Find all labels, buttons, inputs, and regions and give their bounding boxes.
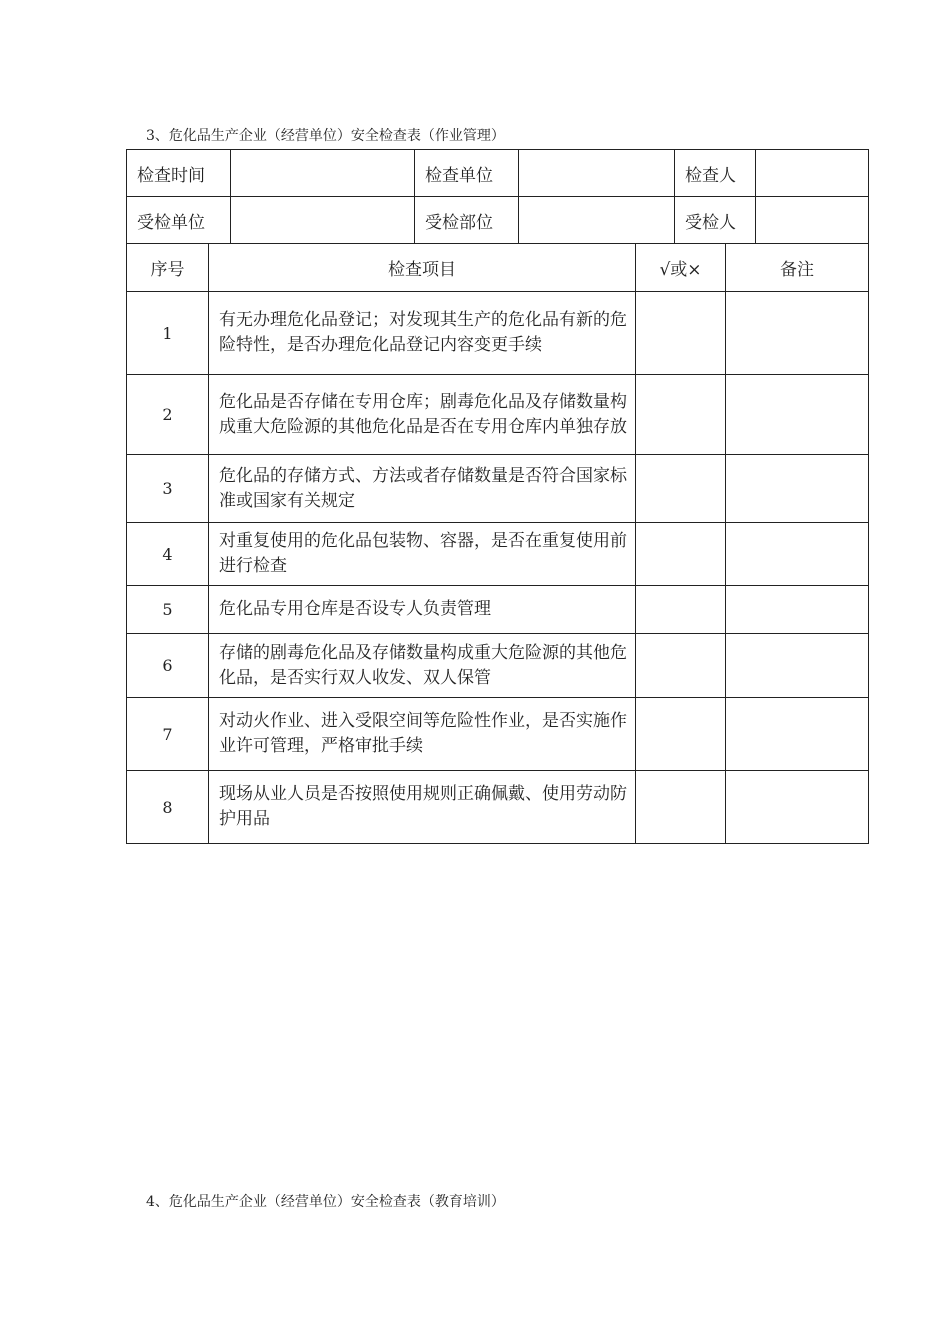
inspectee-field[interactable]: [756, 197, 869, 244]
checklist-row: [127, 634, 869, 698]
inspection-info-table: [126, 149, 869, 244]
item-number: 5: [127, 586, 209, 634]
item-number: 6: [127, 634, 209, 698]
item-number: 8: [127, 771, 209, 844]
item-number: 3: [127, 455, 209, 523]
inspectee-label: 受检人: [675, 197, 756, 244]
inspector-field[interactable]: [756, 150, 869, 197]
section-title-3: 3、危化品生产企业（经营单位）安全检查表（作业管理）: [146, 128, 505, 144]
item-number: 1: [127, 292, 209, 375]
item-remark-cell[interactable]: [726, 771, 869, 844]
item-number: 2: [127, 375, 209, 455]
item-text: 对动火作业、进入受限空间等危险性作业，是否实施作业许可管理，严格审批手续: [209, 698, 636, 771]
checklist-row: [127, 375, 869, 455]
item-remark-cell[interactable]: [726, 523, 869, 586]
check-time-label: 检查时间: [127, 150, 231, 197]
inspected-dept-label: 受检部位: [415, 197, 519, 244]
item-number: 4: [127, 523, 209, 586]
item-text: 对重复使用的危化品包装物、容器，是否在重复使用前进行检查: [209, 523, 636, 586]
item-result-cell[interactable]: [636, 523, 726, 586]
checklist-header-row: [127, 244, 869, 292]
item-text: 危化品专用仓库是否设专人负责管理: [209, 586, 636, 634]
check-time-field[interactable]: [231, 150, 415, 197]
checklist-row: [127, 455, 869, 523]
inspected-dept-field[interactable]: [519, 197, 675, 244]
info-row-1: [127, 150, 869, 197]
header-item: 检查项目: [209, 244, 636, 292]
checklist-row: [127, 771, 869, 844]
item-result-cell[interactable]: [636, 292, 726, 375]
checklist-row: [127, 292, 869, 375]
item-text: 存储的剧毒危化品及存储数量构成重大危险源的其他危化品，是否实行双人收发、双人保管: [209, 634, 636, 698]
checklist-table: [126, 243, 869, 844]
checklist-row: [127, 698, 869, 771]
header-result: √或×: [636, 244, 726, 292]
item-text: 危化品是否存储在专用仓库；剧毒危化品及存储数量构成重大危险源的其他危化品是否在专用仓库内单独存放: [209, 375, 636, 455]
check-unit-field[interactable]: [519, 150, 675, 197]
inspector-label: 检查人: [675, 150, 756, 197]
item-result-cell[interactable]: [636, 455, 726, 523]
item-text: 现场从业人员是否按照使用规则正确佩戴、使用劳动防护用品: [209, 771, 636, 844]
item-text: 有无办理危化品登记；对发现其生产的危化品有新的危险特性，是否办理危化品登记内容变更手续: [209, 292, 636, 375]
item-remark-cell[interactable]: [726, 455, 869, 523]
checklist-row: [127, 586, 869, 634]
header-remark: 备注: [726, 244, 869, 292]
item-result-cell[interactable]: [636, 771, 726, 844]
item-remark-cell[interactable]: [726, 375, 869, 455]
item-remark-cell[interactable]: [726, 634, 869, 698]
item-text: 危化品的存储方式、方法或者存储数量是否符合国家标准或国家有关规定: [209, 455, 636, 523]
item-result-cell[interactable]: [636, 586, 726, 634]
item-result-cell[interactable]: [636, 698, 726, 771]
info-row-2: [127, 197, 869, 244]
inspected-unit-label: 受检单位: [127, 197, 231, 244]
header-number: 序号: [127, 244, 209, 292]
section-title-4: 4、危化品生产企业（经营单位）安全检查表（教育培训）: [146, 1194, 505, 1210]
item-remark-cell[interactable]: [726, 292, 869, 375]
check-unit-label: 检查单位: [415, 150, 519, 197]
checklist-row: [127, 523, 869, 586]
item-remark-cell[interactable]: [726, 698, 869, 771]
item-result-cell[interactable]: [636, 375, 726, 455]
item-result-cell[interactable]: [636, 634, 726, 698]
item-remark-cell[interactable]: [726, 586, 869, 634]
inspected-unit-field[interactable]: [231, 197, 415, 244]
item-number: 7: [127, 698, 209, 771]
